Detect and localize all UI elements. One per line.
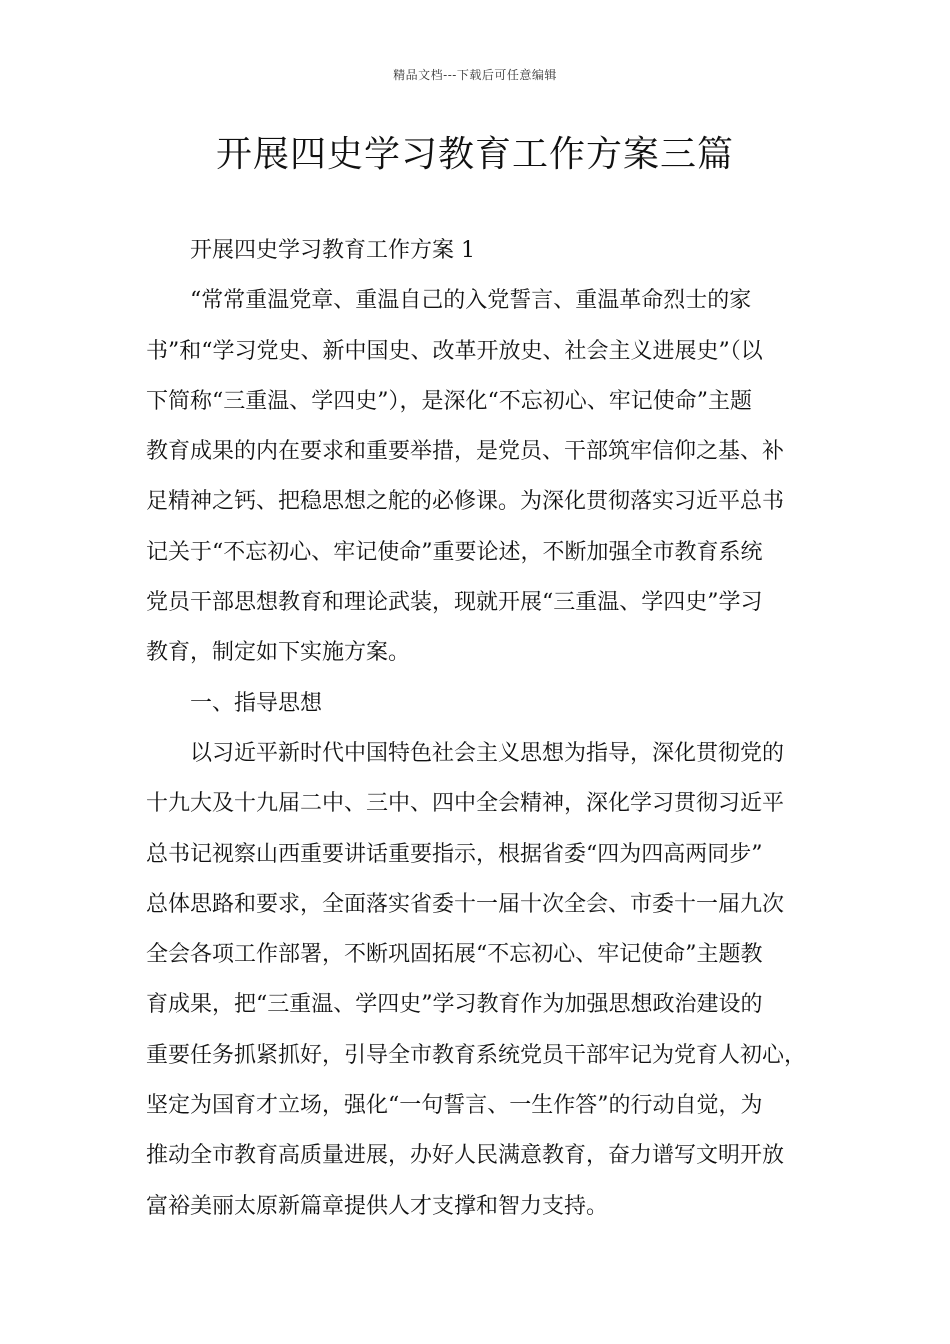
paragraph-line: 党员干部思想教育和理论武装，现就开展“三重温、学四史”学习 bbox=[146, 590, 763, 616]
paragraph-line: 育成果，把“三重温、学四史”学习教育作为加强思想政治建设的 bbox=[146, 992, 763, 1018]
paragraph-line: 记关于“不忘初心、牢记使命”重要论述，不断加强全市教育系统 bbox=[146, 539, 763, 565]
paragraph-line: 以习近平新时代中国特色社会主义思想为指导，深化贯彻党的 bbox=[190, 740, 785, 766]
paragraph-line: 足精神之钙、把稳思想之舵的必修课。为深化贯彻落实习近平总书 bbox=[146, 489, 785, 515]
paragraph-line: 教育，制定如下实施方案。 bbox=[146, 640, 411, 666]
paragraph-line: 教育成果的内在要求和重要举措，是党员、干部筑牢信仰之基、补 bbox=[146, 439, 785, 465]
header-note: 精品文档---下载后可任意编辑 bbox=[393, 68, 557, 82]
paragraph-line: 全会各项工作部署，不断巩固拓展“不忘初心、牢记使命”主题教 bbox=[146, 942, 763, 968]
paragraph-line: 总书记视察山西重要讲话重要指示，根据省委“四为四高两同步” bbox=[146, 841, 763, 867]
paragraph-line: 富裕美丽太原新篇章提供人才支撑和智力支持。 bbox=[146, 1193, 609, 1219]
document-body bbox=[146, 233, 812, 1239]
section-heading-plan-1: 开展四史学习教育工作方案 1 bbox=[190, 238, 475, 263]
paragraph-line: 书”和“学习党史、新中国史、改革开放史、社会主义进展史”（以 bbox=[146, 338, 763, 364]
section-heading-guiding-thought: 一、指导思想 bbox=[190, 690, 323, 716]
paragraph-line: 重要任务抓紧抓好，引导全市教育系统党员干部牢记为党育人初心， bbox=[146, 1042, 807, 1068]
document-title: 开展四史学习教育工作方案三篇 bbox=[215, 134, 734, 175]
paragraph-line: 十九大及十九届二中、三中、四中全会精神，深化学习贯彻习近平 bbox=[146, 791, 785, 817]
paragraph-line: “常常重温党章、重温自己的入党誓言、重温革命烈士的家 bbox=[190, 288, 752, 314]
paragraph-line: 坚定为国育才立场，强化“一句誓言、一生作答”的行动自觉，为 bbox=[146, 1093, 763, 1119]
paragraph-line: 推动全市教育高质量进展，办好人民满意教育，奋力谱写文明开放 bbox=[146, 1143, 785, 1169]
paragraph-line: 下简称“三重温、学四史”），是深化“不忘初心、牢记使命”主题 bbox=[146, 388, 752, 414]
paragraph-line: 总体思路和要求，全面落实省委十一届十次全会、市委十一届九次 bbox=[146, 891, 785, 917]
